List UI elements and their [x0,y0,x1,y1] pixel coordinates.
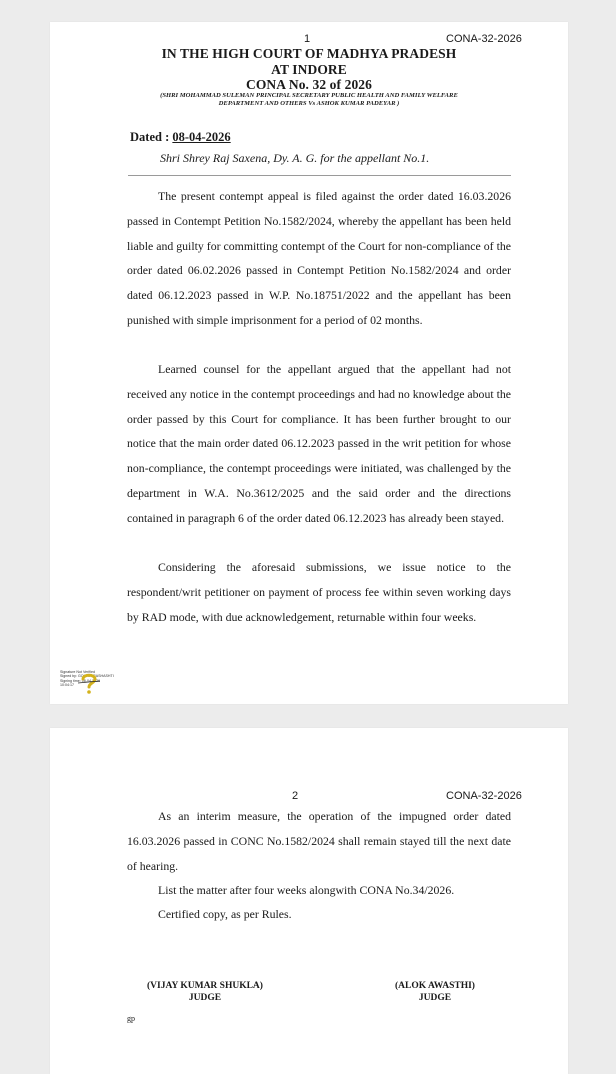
judge-title: JUDGE [188,993,222,1003]
dated-value: 08-04-2026 [172,130,231,144]
judge-signature-2 [370,980,500,1004]
page-number: 2 [292,790,299,802]
typist-initials: gp [127,1014,135,1023]
question-mark-icon [76,671,102,695]
listing-direction: List the matter after four weeks alongwith CONA No.34/2026. [158,883,455,897]
page-number: 1 [304,33,311,45]
parties-line-2: DEPARTMENT AND OTHERS Vs ASHOK KUMAR PADEYAR ) [218,100,400,107]
court-name: IN THE HIGH COURT OF MADHYA PRADESH [161,46,457,61]
order-page-1 [50,22,568,704]
case-number: CONA No. 32 of 2026 [245,77,373,92]
digital-signature-stamp: Signature Not Verified Signed by: GOURI PRASHASHTI Signing time: 08-04-2026 10:04:17 [60,670,116,694]
judge-title: JUDGE [418,993,452,1003]
order-date [130,130,231,145]
appearance-line: Shri Shrey Raj Saxena, Dy. A. G. for the appellant No.1. [160,151,430,165]
case-reference: CONA-32-2026 [446,790,522,802]
paragraph-interim: As an interim measure, the operation of the impugned order dated 16.03.2026 passed in CONC No.1582/2024 shall remain stayed till the next date of hearing. [127,809,511,873]
paragraph-1: The present contempt appeal is filed against the order dated 16.03.2026 passed in Contempt Petition No.1582/2024, whereby the appellant has been held liable and guilty for committing contempt of the Court for non-compliance of the order dated 06.02.2026 passed in Contempt Petition No.1582/2024 and order dated 06.12.2023 passed in W.P. No.18751/2022 and the appellant has been punished with simple imprisonment for a period of 02 months. [127,189,511,327]
divider [128,175,511,176]
parties-line-1: (SHRI MOHAMMAD SULEMAN PRINCIPAL SECRETARY PUBLIC HEALTH AND FAMILY WELFARE [160,92,458,99]
paragraph-3: Considering the aforesaid submissions, we issue notice to the respondent/writ petitioner on payment of process fee within seven working days by RAD mode, with due acknowledgement, returnable within four weeks. [127,560,511,624]
order-page-2 [50,728,568,1074]
judge-name: (ALOK AWASTHI) [395,981,475,991]
court-bench: AT INDORE [271,62,347,77]
paragraph-2: Learned counsel for the appellant argued that the appellant had not received any notice in the contempt proceedings and had no knowledge about the order passed by this Court for compliance. It has been further brought to our notice that the main order dated 06.12.2023 passed in the writ petition for whose non-compliance, the contempt proceedings were initiated, was challenged by the department in W.A. No.3612/2025 and the said order and the directions contained in paragraph 6 of the order dated 06.12.2023 has already been stayed. [127,362,511,525]
case-reference: CONA-32-2026 [446,33,522,45]
certified-copy-note: Certified copy, as per Rules. [158,907,292,921]
dated-label: Dated : [130,130,173,144]
judge-signature-1 [130,980,280,1004]
judge-name: (VIJAY KUMAR SHUKLA) [147,981,263,991]
